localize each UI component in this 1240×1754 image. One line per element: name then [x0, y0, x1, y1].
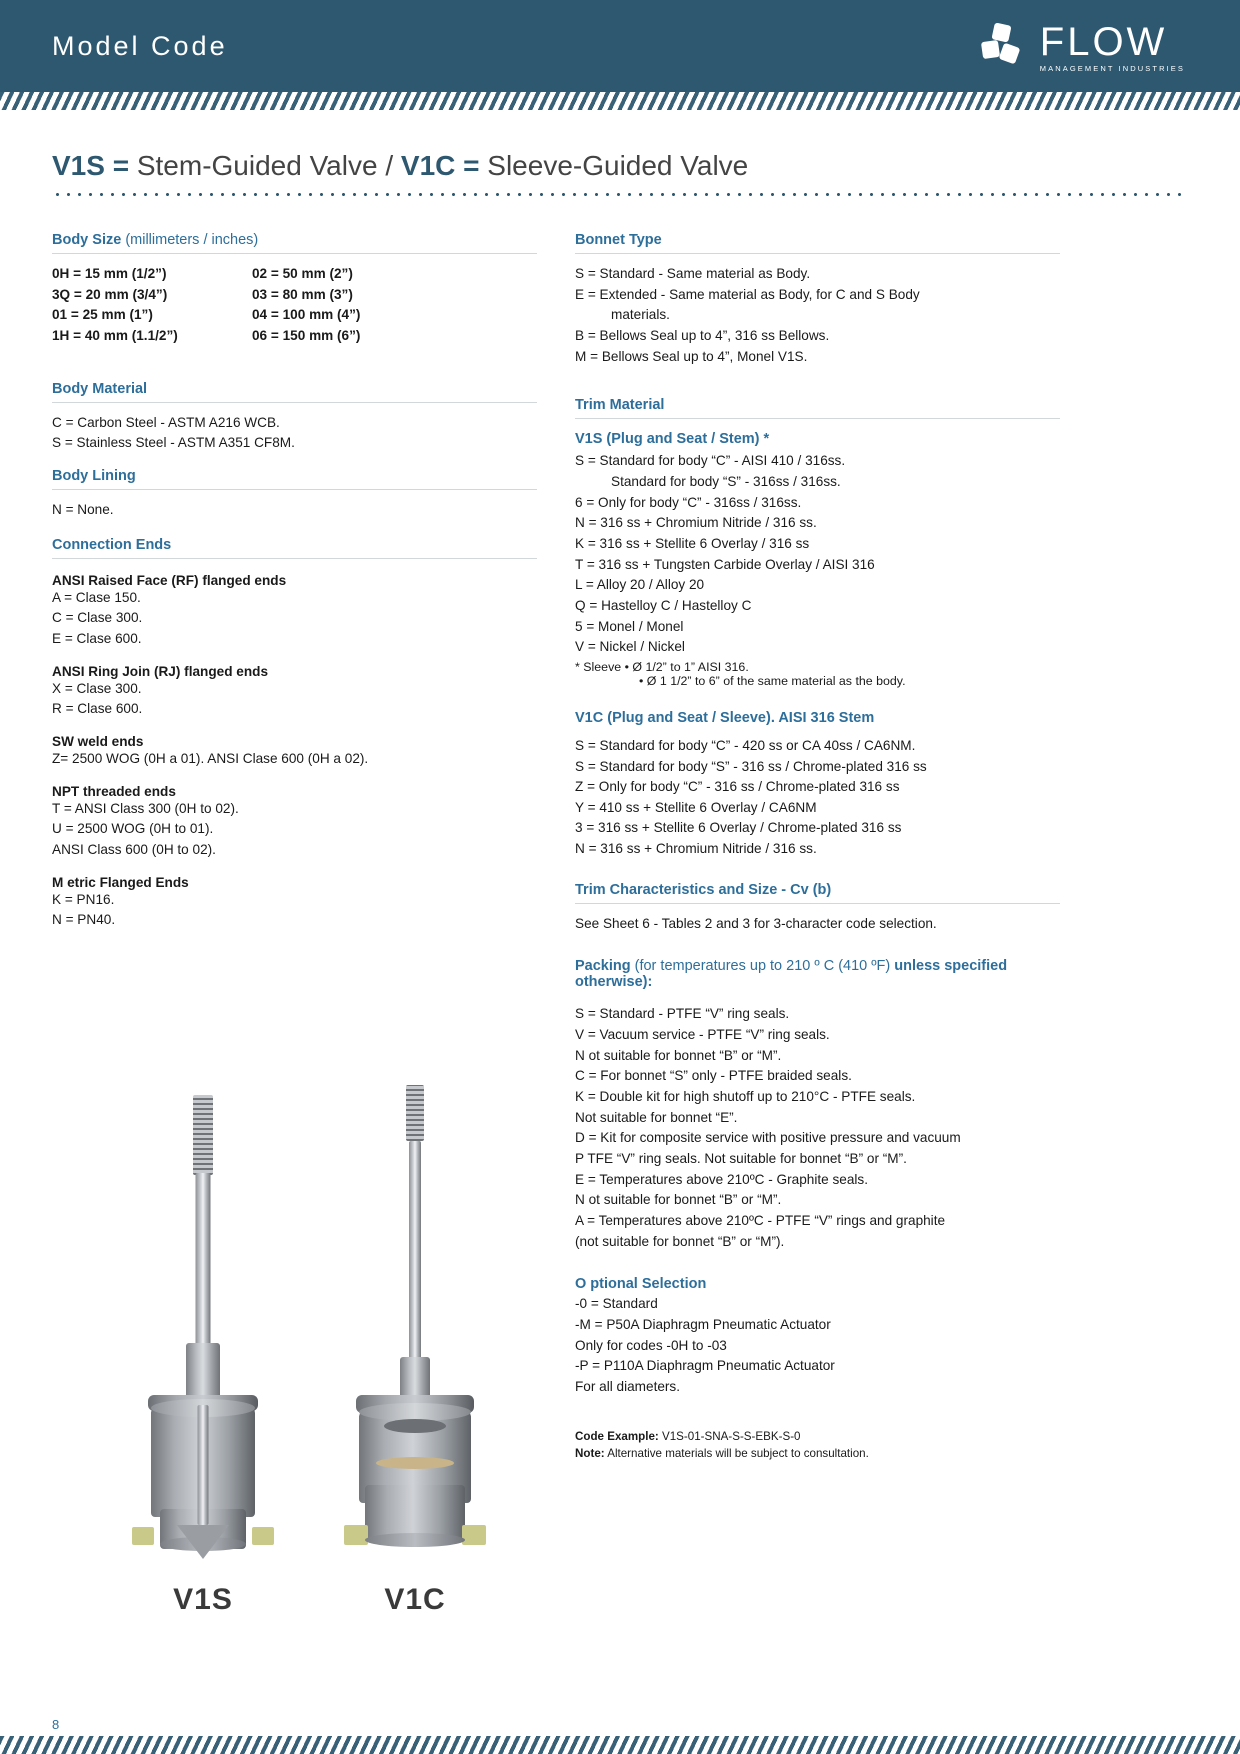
section-trim-characteristics: Trim Characteristics and Size - Cv (b): [575, 881, 832, 898]
trim-line: Q = Hastelloy C / Hastelloy C: [575, 597, 752, 613]
body-size-code: 1H = 40 mm (1.1/2”): [52, 327, 178, 343]
divider: [575, 903, 1060, 904]
section-body-material: Body Material: [52, 380, 148, 397]
body-size-subheading: (millimeters / inches): [121, 232, 259, 248]
v1s-trim-values: [575, 451, 1060, 658]
code-note-value: Alternative materials will be subject to consultation.: [604, 1446, 869, 1460]
page-header: [0, 0, 1240, 92]
bonnet-line: materials.: [611, 307, 670, 323]
trim-line: 3 = 316 ss + Stellite 6 Overlay / Chrome-plated 316 ss: [575, 820, 902, 836]
packing-line: K = Double kit for high shutoff up to 210°C - PTFE seals.: [575, 1089, 916, 1105]
sw-weld-values: [52, 749, 537, 770]
rj-flanged-title: ANSI Ring Join (RJ) flanged ends: [52, 663, 268, 679]
divider: [575, 418, 1060, 419]
body-size-heading: Body Size: [52, 232, 122, 248]
figure-v1s: [108, 1085, 298, 1615]
body-size-code: 02 = 50 mm (2”): [252, 266, 353, 281]
trim-line: L = Alloy 20 / Alloy 20: [575, 577, 705, 593]
figure-v1s-label: V1S: [173, 1583, 233, 1616]
packing-line: Not suitable for bonnet “E”.: [575, 1109, 738, 1125]
footer-hatch-divider: [0, 1736, 1240, 1754]
section-body-lining: Body Lining: [52, 467, 136, 484]
figure-v1c: [320, 1085, 510, 1615]
rj-flanged-values: [52, 679, 537, 720]
title-v1s-text: Stem-Guided Valve /: [129, 150, 401, 181]
packing-line: C = For bonnet “S” only - PTFE braided seals.: [575, 1068, 852, 1084]
packing-line: N ot suitable for bonnet “B” or “M”.: [575, 1192, 782, 1208]
right-column: [575, 216, 1060, 1462]
header-hatch-divider: [0, 92, 1240, 110]
section-connection-ends: Connection Ends: [52, 536, 172, 553]
body-size-code: 0H = 15 mm (1/2”): [52, 266, 167, 281]
section-trim-material: Trim Material: [575, 397, 665, 414]
connection-line: X = Clase 300.: [52, 680, 142, 696]
packing-line: E = Temperatures above 210ºC - Graphite seals.: [575, 1171, 868, 1187]
title-dotted-rule: [52, 192, 1188, 196]
connection-line: N = PN40.: [52, 912, 116, 928]
valve-illustration-v1s: [108, 1085, 298, 1555]
packing-values: [575, 1004, 1060, 1252]
logo-subtitle: MANAGEMENT INDUSTRIES: [1039, 64, 1185, 73]
connection-line: ANSI Class 600 (0H to 02).: [52, 841, 216, 857]
connection-line: Z= 2500 WOG (0H a 01). ANSI Clase 600 (0H a 02).: [52, 750, 369, 766]
page-number: 8: [52, 1717, 60, 1732]
divider: [575, 253, 1060, 254]
packing-line: D = Kit for composite service with positive pressure and vacuum: [575, 1130, 961, 1146]
bonnet-line: B = Bellows Seal up to 4”, 316 ss Bellows.: [575, 327, 830, 343]
body-size-code: 3Q = 20 mm (3/4”): [52, 286, 168, 302]
trim-line: T = 316 ss + Tungsten Carbide Overlay / AISI 316: [575, 556, 875, 572]
optional-line: -0 = Standard: [575, 1296, 658, 1312]
trim-line: Standard for body “S” - 316ss / 316ss.: [611, 473, 841, 489]
rf-flanged-title: ANSI Raised Face (RF) flanged ends: [52, 572, 287, 588]
rf-flanged-values: [52, 588, 537, 650]
section-bonnet-type: Bonnet Type: [575, 232, 662, 248]
packing-line: N ot suitable for bonnet “B” or “M”.: [575, 1047, 782, 1063]
document-title: [52, 150, 1188, 182]
body-size-code: 04 = 100 mm (4”): [252, 307, 361, 323]
packing-line: S = Standard - PTFE “V” ring seals.: [575, 1006, 790, 1022]
body-material-line: C = Carbon Steel - ASTM A216 WCB.: [52, 414, 280, 430]
connection-line: E = Clase 600.: [52, 630, 142, 646]
connection-line: A = Clase 150.: [52, 589, 141, 605]
metric-flanged-values: [52, 890, 537, 931]
divider: [52, 253, 537, 254]
trim-line: N = 316 ss + Chromium Nitride / 316 ss.: [575, 515, 817, 531]
npt-threaded-title: NPT threaded ends: [52, 783, 176, 799]
connection-line: R = Clase 600.: [52, 701, 143, 717]
metric-flanged-title: M etric Flanged Ends: [52, 874, 189, 890]
section-body-size: [52, 232, 537, 248]
figure-v1c-label: V1C: [384, 1583, 446, 1616]
divider: [52, 402, 537, 403]
npt-threaded-values: [52, 799, 537, 861]
divider: [52, 489, 537, 490]
body-material-line: S = Stainless Steel - ASTM A351 CF8M.: [52, 435, 295, 451]
bonnet-line: E = Extended - Same material as Body, for C and S Body: [575, 286, 920, 302]
sleeve-footnote-1: * Sleeve • Ø 1/2” to 1” AISI 316.: [575, 659, 749, 674]
packing-heading: Packing: [575, 958, 631, 975]
trim-line: 6 = Only for body “C” - 316ss / 316ss.: [575, 494, 802, 510]
v1s-trim-subheading: V1S (Plug and Seat / Stem) *: [575, 431, 770, 448]
body-size-values: [52, 264, 537, 347]
trim-line: K = 316 ss + Stellite 6 Overlay / 316 ss: [575, 535, 810, 551]
section-packing: [575, 958, 1060, 990]
body-lining-values: [52, 500, 537, 521]
code-example: [575, 1428, 1060, 1445]
body-size-code: 03 = 80 mm (3”): [252, 286, 353, 302]
body-material-values: [52, 413, 537, 454]
valve-illustration-v1c: [320, 1085, 510, 1555]
bonnet-line: M = Bellows Seal up to 4”, Monel V1S.: [575, 348, 808, 364]
code-note: [575, 1445, 1060, 1462]
connection-line: C = Clase 300.: [52, 610, 143, 626]
packing-heading-unless: unless specified otherwise):: [575, 958, 1008, 991]
body-lining-line: N = None.: [52, 501, 114, 517]
code-example-value: V1S-01-SNA-S-S-EBK-S-0: [658, 1429, 801, 1443]
trim-line: Y = 410 ss + Stellite 6 Overlay / CA6NM: [575, 799, 817, 815]
title-v1c-text: Sleeve-Guided Valve: [479, 150, 749, 181]
packing-heading-note: (for temperatures up to 210 º C (410 ºF): [630, 958, 891, 975]
cubes-icon: [982, 24, 1028, 70]
sw-weld-title: SW weld ends: [52, 733, 144, 749]
optional-line: For all diameters.: [575, 1378, 681, 1394]
v1c-trim-subheading: V1C (Plug and Seat / Sleeve). AISI 316 Stem: [575, 709, 875, 726]
trim-line: S = Standard for body “S” - 316 ss / Chrome-plated 316 ss: [575, 758, 927, 774]
connection-line: K = PN16.: [52, 891, 115, 907]
body-size-code: 01 = 25 mm (1”): [52, 307, 153, 323]
optional-line: -M = P50A Diaphragm Pneumatic Actuator: [575, 1316, 831, 1332]
code-example-label: Code Example:: [575, 1429, 659, 1443]
trim-line: 5 = Monel / Monel: [575, 618, 684, 634]
bonnet-line: S = Standard - Same material as Body.: [575, 266, 811, 281]
bonnet-type-values: [575, 264, 1060, 367]
optional-line: -P = P110A Diaphragm Pneumatic Actuator: [575, 1358, 835, 1374]
trim-line: S = Standard for body “C” - 420 ss or CA 40ss / CA6NM.: [575, 737, 916, 753]
code-note-label: Note:: [575, 1446, 605, 1460]
packing-line: V = Vacuum service - PTFE “V” ring seals.: [575, 1027, 830, 1043]
trim-line: V = Nickel / Nickel: [575, 639, 685, 655]
packing-line: A = Temperatures above 210ºC - PTFE “V” rings and graphite: [575, 1213, 946, 1228]
section-optional-selection: O ptional Selection: [575, 1276, 707, 1293]
trim-line: Z = Only for body “C” - 316 ss / Chrome-plated 316 ss: [575, 779, 900, 795]
packing-line: (not suitable for bonnet “B” or “M”).: [575, 1233, 785, 1249]
brand-logo: [982, 22, 1185, 73]
optional-line: Only for codes -0H to -03: [575, 1337, 727, 1353]
connection-line: T = ANSI Class 300 (0H to 02).: [52, 800, 239, 816]
divider: [52, 558, 537, 559]
title-v1c-code: V1C =: [400, 150, 480, 181]
connection-line: U = 2500 WOG (0H to 01).: [52, 821, 214, 837]
packing-line: P TFE “V” ring seals. Not suitable for bonnet “B” or “M”.: [575, 1151, 907, 1167]
v1c-trim-values: [575, 736, 1060, 860]
optional-values: [575, 1294, 1060, 1397]
title-v1s-code: V1S =: [52, 150, 130, 181]
page-title: Model Code: [52, 30, 228, 61]
trim-line: N = 316 ss + Chromium Nitride / 316 ss.: [575, 841, 817, 857]
trim-line: S = Standard for body “C” - AISI 410 / 316ss.: [575, 453, 846, 469]
logo-name: FLOW: [1039, 20, 1168, 64]
trim-characteristics-line: See Sheet 6 - Tables 2 and 3 for 3-character code selection.: [575, 915, 937, 931]
valve-figures: [60, 1045, 530, 1665]
sleeve-footnote-2: • Ø 1 1/2” to 6” of the same material as the body.: [639, 673, 906, 688]
body-size-code: 06 = 150 mm (6”): [252, 327, 361, 343]
